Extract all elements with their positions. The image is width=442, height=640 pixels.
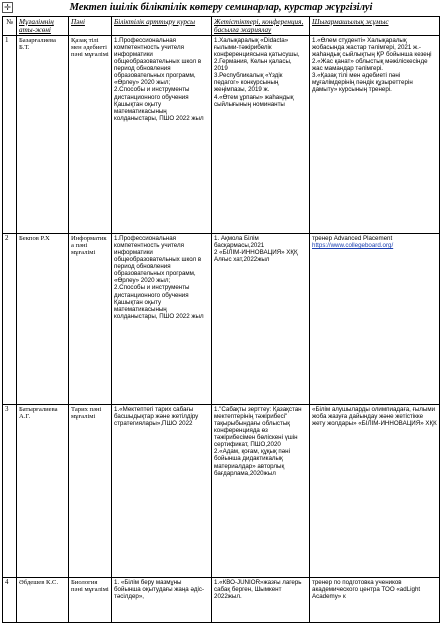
col-header-teacher: Мұғалімнің аты-жөні (17, 17, 69, 36)
courses-table (2, 16, 440, 623)
col-header-creative: Шығармашылық жұмыс (310, 17, 440, 36)
subject-name: Биология пәні мұғалімі (69, 577, 112, 622)
achievements-cell: 1.«КВО-JUNIOR»жазғы лагерь сабақ берген, Шымкент 2022жыл. (212, 577, 310, 622)
teacher-name: Базарғалиева Б.Т. (17, 35, 69, 233)
courses-cell: 1. «Білім беру мазмұны бойынша оқытудағы жаңа әдіс-тәсілдер», (112, 577, 212, 622)
table-row (3, 35, 440, 233)
courses-cell: 1.Профессиональная компетентность учителя информатики общеобразовательных школ в период обновления образовательных программ, «Өрлеу» 2020 жыл; 2.Способы и инструменты дистанционного обучения Қашықтан оқыту математикасының колданыстары, ПШО 2022 жыл (112, 233, 212, 404)
achievements-cell: 1. Ақмола Білім басқармасы,2021 2 «БІЛІМ-ИННОВАЦИЯ» ХҚҚ Алғыс хат,2022жыл (212, 233, 310, 404)
col-header-subject: Пәні (69, 17, 112, 36)
teacher-name: Бекпов Р.Х (17, 233, 69, 404)
table-move-handle-icon[interactable]: ✛ (2, 2, 13, 13)
table-header-row (3, 17, 440, 36)
achievements-cell: 1.Халықаралық «Didacta» ғылыми-тәжірибелік конференциясына қатысушы, 2.Германия, Кельн қаласы, 2019 3.Республикалық «Үздік педагог» конкурсының жеңімпазы, 2019 ж. 4.«Өтем ұрпағы» жаһандық сыйлығының номинанты (212, 35, 310, 233)
subject-name: Қазақ тілі мен әдебиеті пәні мұғалімі (69, 35, 112, 233)
table-row (3, 404, 440, 577)
courses-cell: 1.«Мектептегі тарих сабағы басшыдықтар және жетілдіру стратегиялары»,ПШО 2022 (112, 404, 212, 577)
table-row (3, 233, 440, 404)
creative-cell: «Білім алушыларды олимпиадаға, ғылыми жоба жазуға дайындау және жетістікке жету жолдары» «БІЛІМ-ИННОВАЦИЯ» ХҚК (310, 404, 440, 577)
creative-cell: тренер по подготовка учеников академического центра ТОО «adLight Academy» к (310, 577, 440, 622)
row-num: 4 (3, 577, 17, 622)
achievements-cell: 1."Сабақты зерттеу: Қазақстан мектептерінің тәжірибесі" тақырыбындағы облыстық конференцияда өз тәжірибесімен бөліскені үшін сертификат, ПШО,2020 2.«Адам, қоғам, құқық пәні бойынша дидактикалық материалдар» авторлық бағдарлама,2020жыл (212, 404, 310, 577)
subject-name: Тарих пәні мұғалімі (69, 404, 112, 577)
creative-text: тренер Advanced Placement (312, 234, 394, 242)
collegeboard-link[interactable]: https://www.collegeboard.org/ (312, 241, 394, 249)
creative-cell: 1.«Өлем студенті» Халықаралық жобасында жастар тәлімгері, 2021 ж.-жаһандық сыйлықтың ҚР бойынша кезеңі 2.«Жас қанат» облыстық мәжіліскесінде жас мамандар тәлімгері. 3.«Қазақ тілі мен әдебиеті пәні мұғалімдерінің пәндік құзыреттерін дамыту» курсының тренері. (310, 35, 440, 233)
teacher-name: Әбдешев К.С. (17, 577, 69, 622)
page-title: Мектеп ішілік біліктілік көтеру семинарлар, курстар жүргізілуі (69, 2, 373, 13)
col-header-num: № (3, 17, 17, 36)
teacher-name: Батырғалиева А.Г. (17, 404, 69, 577)
row-num: 2 (3, 233, 17, 404)
row-num: 3 (3, 404, 17, 577)
row-num: 1 (3, 35, 17, 233)
subject-name: Информатика пәні мұғалімі (69, 233, 112, 404)
courses-cell: 1.Профессиональная компетентность учителя информатики общеобразовательных школ в период обновления образовательных программ, «Өрлеу» 2020 жыл; 2.Способы и инструменты дистанционного обучения Қашықтан оқыту математикасының колданыстары, ПШО 2022 жыл (112, 35, 212, 233)
col-header-achievements: Жетістіктері, конференция, басылға жариялау (212, 17, 310, 36)
table-row (3, 577, 440, 622)
col-header-courses: Біліктілік арттыру курсы (112, 17, 212, 36)
creative-cell (310, 233, 440, 404)
